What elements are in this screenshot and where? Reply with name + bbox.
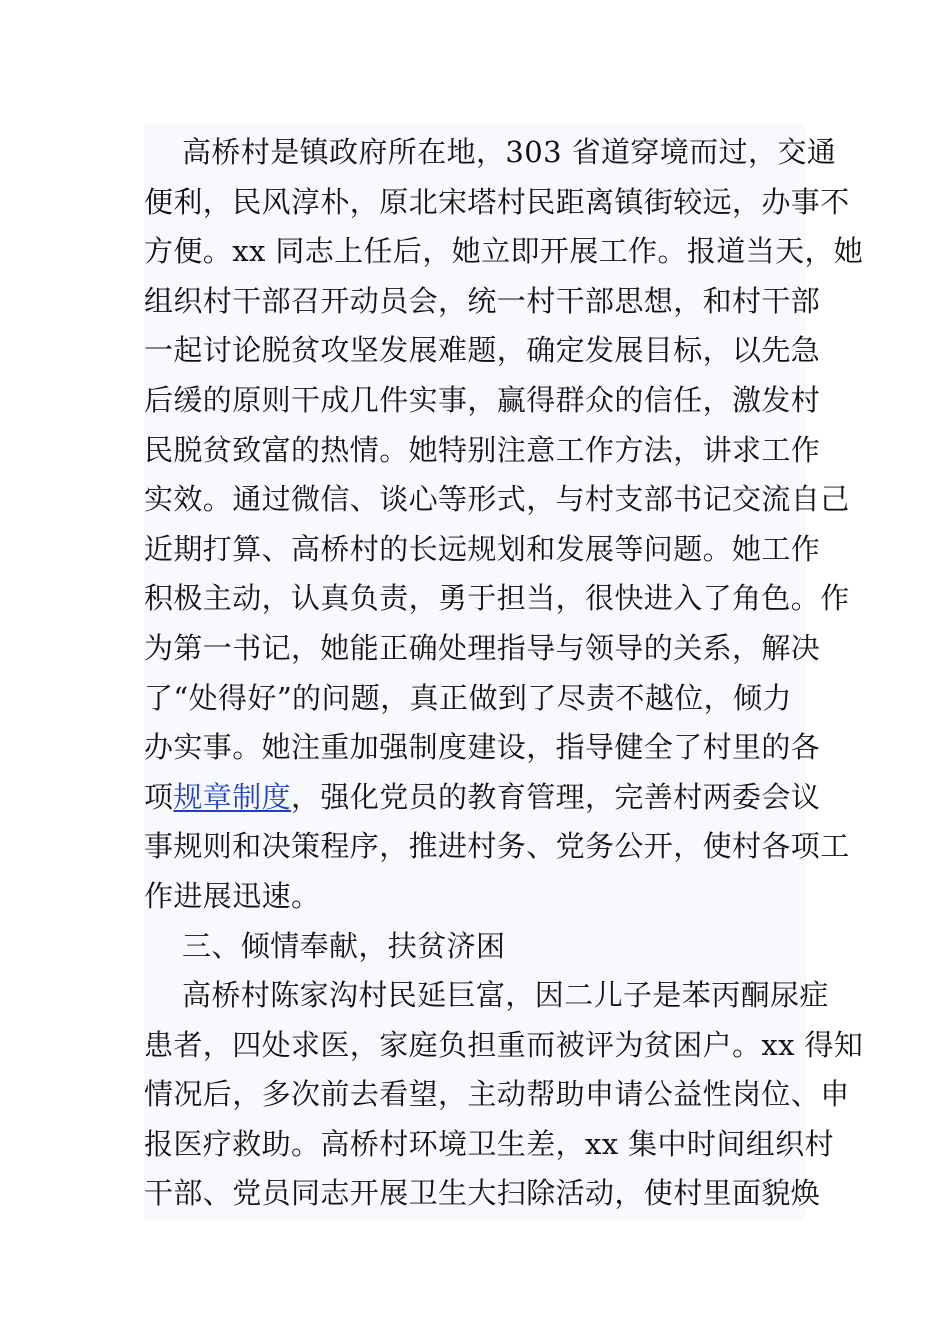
text-line: 便利，民风淳朴，原北宋塔村民距离镇街较远，办事不 [144,184,850,219]
text-line: 了“处得好”的问题，真正做到了尽责不越位，倾力 [144,680,792,715]
text-line: 后缓的原则干成几件实事，赢得群众的信任，激发村 [144,382,821,417]
text-line: 近期打算、高桥村的长远规划和发展等问题。她工作 [144,531,821,566]
text-segment: 项 [144,779,174,814]
text-line: 组织村干部召开动员会，统一村干部思想，和村干部 [144,283,821,318]
text-line: 为第一书记，她能正确处理指导与领导的关系，解决 [144,630,821,665]
rules-link[interactable]: 规章制度 [173,779,292,814]
text-line: 办实事。她注重加强制度建设，指导健全了村里的各 [144,730,821,765]
text-line: 作进展迅速。 [144,878,321,913]
text-line: 一起讨论脱贫攻坚发展难题，确定发展目标，以先急 [144,333,821,368]
paragraph-2 [144,971,864,1219]
text-line: 情况后，多次前去看望，主动帮助申请公益性岗位、申 [144,1077,850,1112]
text-line: 干部、党员同志开展卫生大扫除活动，使村里面貌焕 [144,1176,821,1211]
section-heading [144,922,806,972]
text-line: 报医疗救助。高桥村环境卫生差，xx 集中时间组织村 [144,1126,834,1161]
text-block [144,124,864,1220]
text-line: 事规则和决策程序，推进村务、党务公开，使村各项工 [144,829,850,864]
text-line: 民脱贫致富的热情。她特别注意工作方法，讲求工作 [144,432,821,467]
text-line: 高桥村陈家沟村民延巨富，因二儿子是苯丙酮尿症 [182,978,829,1013]
paragraph-1 [144,124,864,922]
heading-line: 三、倾情奉献，扶贫济困 [182,928,506,963]
text-line: 高桥村是镇政府所在地，303 省道穿境而过，交通 [182,135,837,169]
text-line: 方便。xx 同志上任后，她立即开展工作。报道当天，她 [144,234,864,269]
text-line: 实效。通过微信、谈心等形式，与村支部书记交流自己 [144,482,850,517]
text-line [144,773,821,823]
text-segment: ，强化党员的教育管理，完善村两委会议 [291,779,821,814]
text-line: 积极主动，认真负责，勇于担当，很快进入了角色。作 [144,581,850,616]
text-line: 患者，四处求医，家庭负担重而被评为贫困户。xx 得知 [144,1027,864,1062]
